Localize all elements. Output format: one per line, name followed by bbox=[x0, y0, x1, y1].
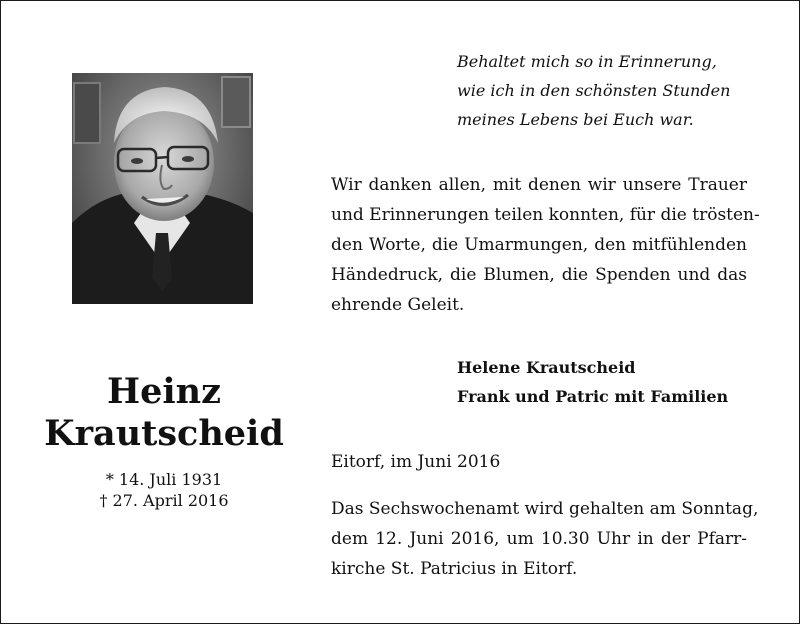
signatures bbox=[457, 353, 757, 411]
memorial-quote bbox=[457, 47, 777, 134]
life-dates bbox=[31, 469, 297, 511]
service-paragraph bbox=[331, 494, 759, 584]
signature-name: Helene Krautscheid bbox=[457, 358, 636, 377]
paragraph-line: kirche St. Patricius in Eitorf. bbox=[331, 559, 578, 579]
deceased-info bbox=[31, 371, 297, 511]
signature-name: Frank und Patric mit Familien bbox=[457, 387, 729, 406]
birth-date: * 14. Juli 1931 bbox=[105, 470, 223, 489]
paragraph-line: Das Sechswochenamt wird gehalten am Sonntag, bbox=[331, 499, 759, 519]
thanks-paragraph bbox=[331, 170, 760, 320]
deceased-first-name: Heinz bbox=[107, 371, 221, 412]
paragraph-line: Händedruck, die Blumen, die Spenden und das bbox=[331, 265, 747, 285]
paragraph-line: dem 12. Juni 2016, um 10.30 Uhr in der Pfarr- bbox=[331, 529, 747, 549]
paragraph-line: und Erinnerungen teilen konnten, für die trösten- bbox=[331, 205, 760, 225]
quote-line: wie ich in den schönsten Stunden bbox=[457, 81, 731, 100]
deceased-last-name: Krautscheid bbox=[44, 413, 284, 454]
paragraph-line: den Worte, die Umarmungen, den mitfühlenden bbox=[331, 235, 747, 255]
quote-line: Behaltet mich so in Erinnerung, bbox=[457, 52, 717, 71]
quote-line: meines Lebens bei Euch war. bbox=[457, 110, 694, 129]
paragraph-line: Wir danken allen, mit denen wir unsere Trauer bbox=[331, 175, 747, 195]
death-date: † 27. April 2016 bbox=[99, 491, 229, 510]
portrait-photo bbox=[72, 73, 253, 304]
paragraph-line: ehrende Geleit. bbox=[331, 295, 465, 315]
place-date: Eitorf, im Juni 2016 bbox=[331, 452, 501, 472]
